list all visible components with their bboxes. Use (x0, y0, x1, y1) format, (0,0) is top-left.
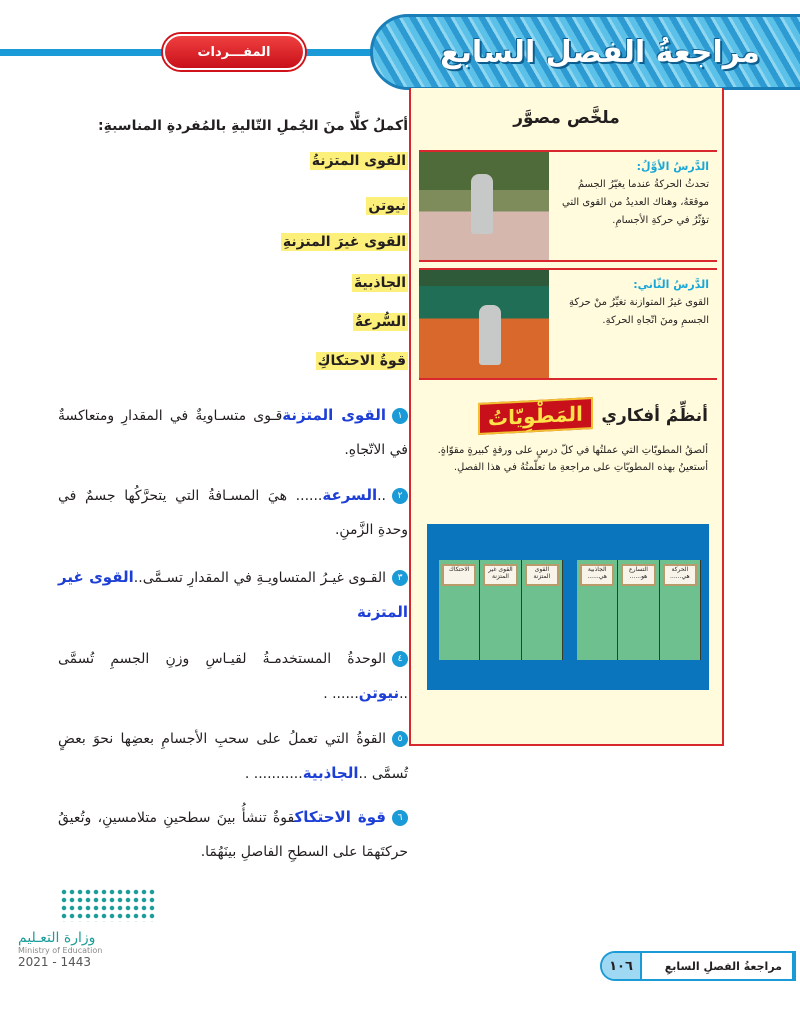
flap-label: التسارع هو...... (621, 564, 655, 586)
question-text: ...... . (323, 686, 359, 702)
answer-text: قوة الاحتكاك (294, 808, 386, 826)
lesson-photo-running (419, 152, 549, 260)
lesson-text: تحدثُ الحركةُ عندما يغيّرُ الجسمُ موقعَهُ، وهناك العديدُ من القوى التي تؤثّرُ في حركةِ الأجسامِ. (562, 179, 709, 226)
summary-title: ملخَّص مصوَّر (513, 108, 620, 128)
flap-label: القوى المتزنة (525, 564, 559, 586)
question-6 (58, 800, 408, 869)
ministry-name-en: Ministry of Education (18, 946, 103, 955)
foldables-text: ألصقُ المطويّاتِ التي عملتُها في كلّ درسٍ على ورقةٍ كبيرةٍ مقوّاةٍ. أستعينُ بهذه المطويّاتِ على مراجعةِ ما تعلّمتُهُ في هذا الفصلِ. (437, 445, 708, 473)
flap-label: الاحتكاك (442, 564, 476, 586)
question-text: قوةٌ تنشأُ بينَ سطحينِ متلامسينِ، وتُعيقُ حركتَهمَا على السطحِ الفاصلِ بينَهُمَا. (58, 810, 408, 860)
ministry-logo-icon (60, 888, 155, 922)
answer-text: القوى المتزنة (282, 406, 386, 424)
question-2 (58, 478, 408, 547)
question-text: ........... . (244, 766, 303, 782)
question-text: القـوى غيـرُ المتساويـةِ في المقدارِ تسـمَّى.. (133, 570, 386, 586)
question-number: ٤ (392, 651, 408, 667)
foldables-image (427, 524, 709, 690)
vocab-word: نيوتن (368, 198, 406, 214)
vocab-word: القوى غيرَ المتزنةِ (282, 234, 406, 250)
question-number: ٣ (392, 570, 408, 586)
ministry-name-ar: وزارة التعـليم (18, 930, 96, 946)
answer-text: القوى غير المتزنة (58, 568, 408, 621)
question-5 (58, 722, 408, 791)
page-label: مراجعةُ الفصلِ السابعِ (664, 959, 782, 973)
question-number: ٢ (392, 488, 408, 504)
question-text: القوةُ التي تعملُ على سحبِ الأجسامِ بعضِها نحوَ بعضٍ تُسمَّى .. (58, 731, 408, 782)
page-number: ١٠٦ (602, 953, 642, 979)
answer-text: الجاذبية (302, 764, 359, 782)
foldable-left (439, 560, 563, 660)
question-text: .. (377, 488, 386, 504)
vocab-word: السُّرعةُ (354, 314, 406, 330)
lesson-photo-tennis (419, 270, 549, 378)
lesson-summary-2 (419, 268, 717, 380)
vocab-word: الجاذبيةَ (353, 275, 406, 291)
lesson-summary-1 (419, 150, 717, 262)
question-text: قـوى متسـاويةٌ في المقدارِ ومتعاكسةٌ في الاتّجاهِ. (58, 408, 408, 458)
chapter-title: مراجعةُ الفصل السابع (440, 34, 760, 70)
lesson-title: الدَّرسُ الأوَّلُ: (636, 160, 709, 173)
lesson-text: القوى غيرُ المتوازنة تغيِّرُ منْ حركةِ الجسمِ ومنَ اتّجاهِ الحركةِ. (568, 297, 709, 326)
foldables-title: أنظِّمُ أفكاري (601, 406, 708, 426)
question-number: ١ (392, 408, 408, 424)
foldables-badge: المَطْوِيّاتُ (478, 397, 593, 435)
ministry-logo (18, 888, 155, 969)
page-footer-tab (600, 951, 796, 981)
question-4 (58, 642, 408, 711)
question-text: ...... هيَ المسـافةُ التي يتحرَّكُها جسمٌ في وحدةِ الزَّمنِ. (58, 488, 408, 538)
edition-year: 2021 - 1443 (18, 955, 92, 969)
vocab-word: القوى المتزنةُ (311, 153, 406, 169)
vocab-word: قوةُ الاحتكاكِ (317, 353, 406, 369)
lesson-title: الدَّرسُ الثّاني: (633, 278, 709, 291)
question-1 (58, 398, 408, 467)
vocabulary-tab (163, 34, 305, 70)
question-number: ٦ (392, 810, 408, 826)
visual-summary-panel (409, 88, 724, 746)
vocab-instruction: أكملُ كلًّا منَ الجُملِ التّاليةِ بالمُفردةِ المناسبةِ: (98, 118, 408, 134)
vocabulary-label: المفـــردات (197, 44, 271, 60)
question-text: الوحدةُ المستخدمـةُ لقيـاسِ وزنِ الجسمِ تُسمَّى .. (58, 651, 408, 702)
flap-label: الجاذبية هي...... (580, 564, 614, 586)
question-3 (58, 560, 408, 630)
answer-text: نيوتن (358, 684, 400, 702)
foldable-right (577, 560, 701, 660)
foldables-section (411, 400, 722, 476)
answer-text: السرعة (322, 486, 378, 504)
chapter-banner (370, 14, 800, 90)
question-number: ٥ (392, 731, 408, 747)
flap-label: الحركة هي...... (663, 564, 697, 586)
flap-label: القوى غير المتزنة (483, 564, 517, 586)
